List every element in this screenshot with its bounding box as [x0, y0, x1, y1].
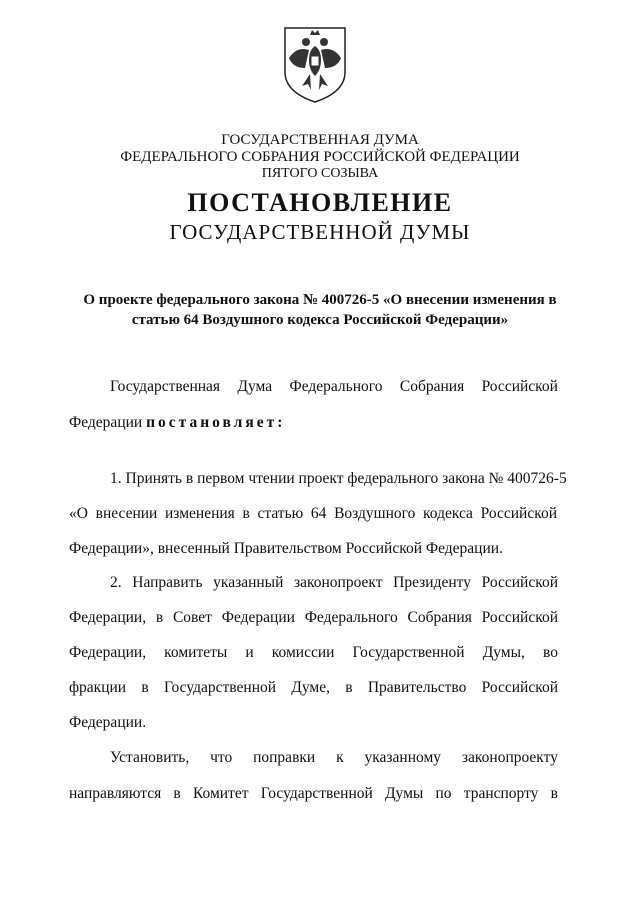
decree-word: постановляет:	[146, 414, 286, 431]
word: указанному	[364, 749, 442, 766]
word: Думы,	[482, 644, 525, 661]
item2-line: Федерации.	[69, 714, 147, 731]
item2-line: фракции в Государственной Думе, в Правительство Российской	[69, 679, 558, 696]
convocation: ПЯТОГО СОЗЫВА	[261, 166, 379, 181]
word: в	[173, 785, 181, 802]
subject-line: статью 64 Воздушного кодекса Российской Федерации»	[131, 312, 509, 328]
coat-of-arms-icon	[279, 22, 351, 104]
word: что	[210, 749, 233, 766]
word: транспорту	[463, 785, 539, 802]
word: по	[435, 785, 452, 802]
word: комитеты	[164, 644, 228, 661]
item1-line: 1. Принять в первом чтении проект федерального закона № 400726-5	[110, 470, 567, 487]
word: законопроекту	[461, 749, 558, 766]
word: к	[336, 749, 344, 766]
word: Государственной	[352, 644, 465, 661]
word: Государственной	[260, 785, 373, 802]
word: Думы	[384, 785, 424, 802]
document-title: ПОСТАНОВЛЕНИЕ	[187, 188, 453, 217]
subject-line: О проекте федерального закона № 400726-5 «О внесении изменения в	[83, 292, 557, 308]
word: Собрания	[399, 378, 465, 395]
word: и	[245, 644, 254, 661]
organization-subtitle: ФЕДЕРАЛЬНОГО СОБРАНИЯ РОССИЙСКОЙ ФЕДЕРАЦИИ	[120, 149, 520, 165]
item1-line: «О внесении изменения в статью 64 Воздушного кодекса Российской	[69, 505, 557, 522]
organization-name: ГОСУДАРСТВЕННАЯ ДУМА	[221, 132, 419, 148]
document-subject	[60, 290, 580, 330]
word: Федерации,	[69, 644, 147, 661]
item3-line	[110, 749, 558, 767]
preamble-line	[110, 378, 558, 396]
item2-line	[69, 644, 558, 662]
word: Установить,	[110, 749, 190, 766]
word: в	[550, 785, 558, 802]
item2-line: 2. Направить указанный законопроект Президенту Российской	[110, 574, 558, 591]
word: направляются	[69, 785, 162, 802]
item3-line	[69, 785, 558, 803]
preamble-line	[69, 414, 285, 432]
item1-line: Федерации», внесенный Правительством Российской Федерации.	[69, 540, 503, 557]
document-subtitle: ГОСУДАРСТВЕННОЙ ДУМЫ	[169, 220, 471, 244]
word: Комитет	[192, 785, 249, 802]
word: Российской	[481, 378, 558, 395]
word: Федерального	[289, 378, 383, 395]
word: комиссии	[271, 644, 335, 661]
word: Государственная	[110, 378, 221, 395]
word: поправки	[253, 749, 316, 766]
item2-line: Федерации, в Совет Федерации Федерального Собрания Российской	[69, 609, 558, 626]
word: Федерации	[69, 414, 143, 431]
word: во	[542, 644, 558, 661]
word: Дума	[237, 378, 273, 395]
